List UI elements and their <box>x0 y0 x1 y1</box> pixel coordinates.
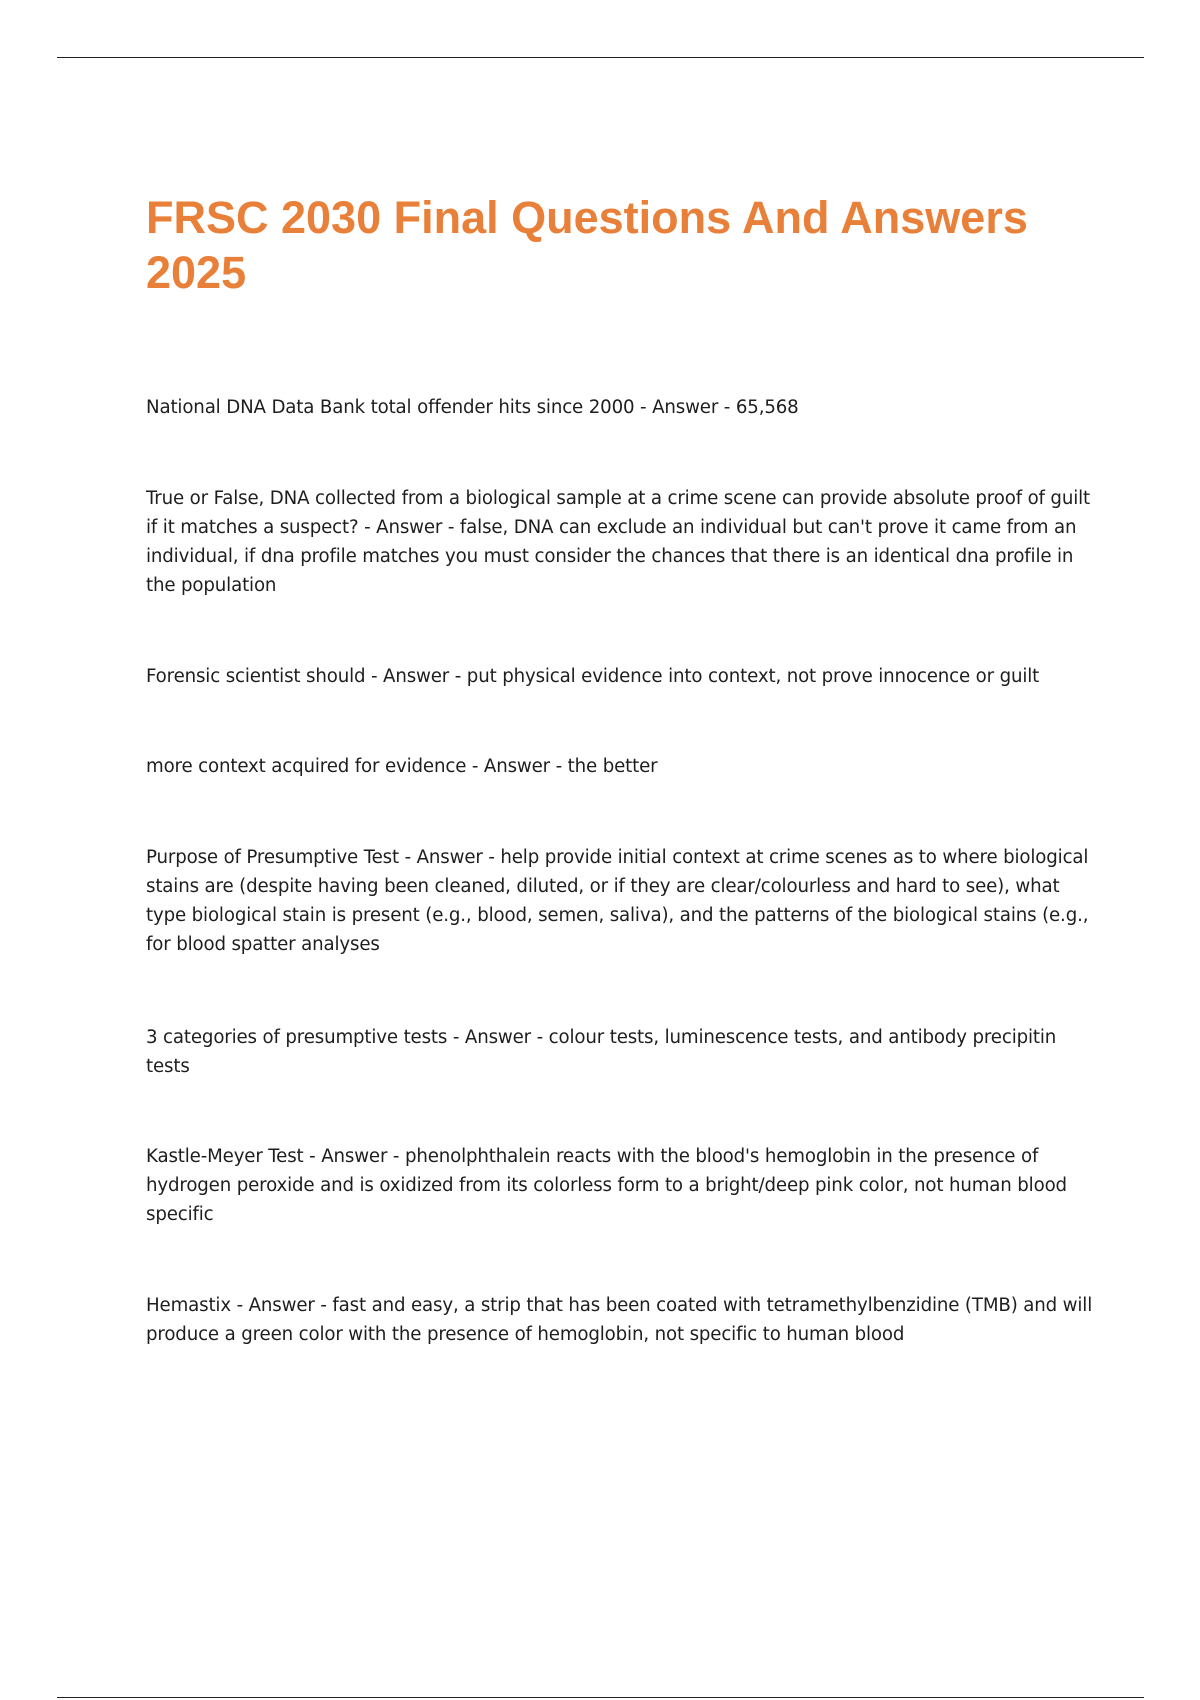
qa-entry: National DNA Data Bank total offender hits since 2000 - Answer - 65,568 <box>146 397 799 418</box>
qa-entry: Hemastix - Answer - fast and easy, a strip that has been coated with tetramethylbenzidine (TMB) and will produce a green color with the presence of hemoglobin, not specific to human blood <box>146 1295 1093 1345</box>
bottom-rule <box>57 1697 1144 1698</box>
top-rule <box>57 57 1144 58</box>
qa-entry: more context acquired for evidence - Answer - the better <box>146 756 658 777</box>
document-title: FRSC 2030 Final Questions And Answers 2025 <box>146 192 1028 298</box>
qa-entry: Forensic scientist should - Answer - put physical evidence into context, not prove innocence or guilt <box>146 666 1040 687</box>
qa-entry: True or False, DNA collected from a biological sample at a crime scene can provide absolute proof of guilt if it matches a suspect? - Answer - false, DNA can exclude an individual but can't prove it came from an individual, if dna profile matches you must consider the chances that there is an identical dna profile in the population <box>146 488 1090 596</box>
qa-entry: 3 categories of presumptive tests - Answer - colour tests, luminescence tests, and antibody precipitin tests <box>146 1027 1057 1077</box>
qa-entry: Purpose of Presumptive Test - Answer - help provide initial context at crime scenes as to where biological stains are (despite having been cleaned, diluted, or if they are clear/colourless and hard to see), what type biological stain is present (e.g., blood, semen, saliva), and the patterns of the biological stains (e.g., for blood spatter analyses <box>146 847 1089 955</box>
qa-entry: Kastle-Meyer Test - Answer - phenolphthalein reacts with the blood's hemoglobin in the presence of hydrogen peroxide and is oxidized from its colorless form to a bright/deep pink color, not human blood specific <box>146 1146 1067 1225</box>
